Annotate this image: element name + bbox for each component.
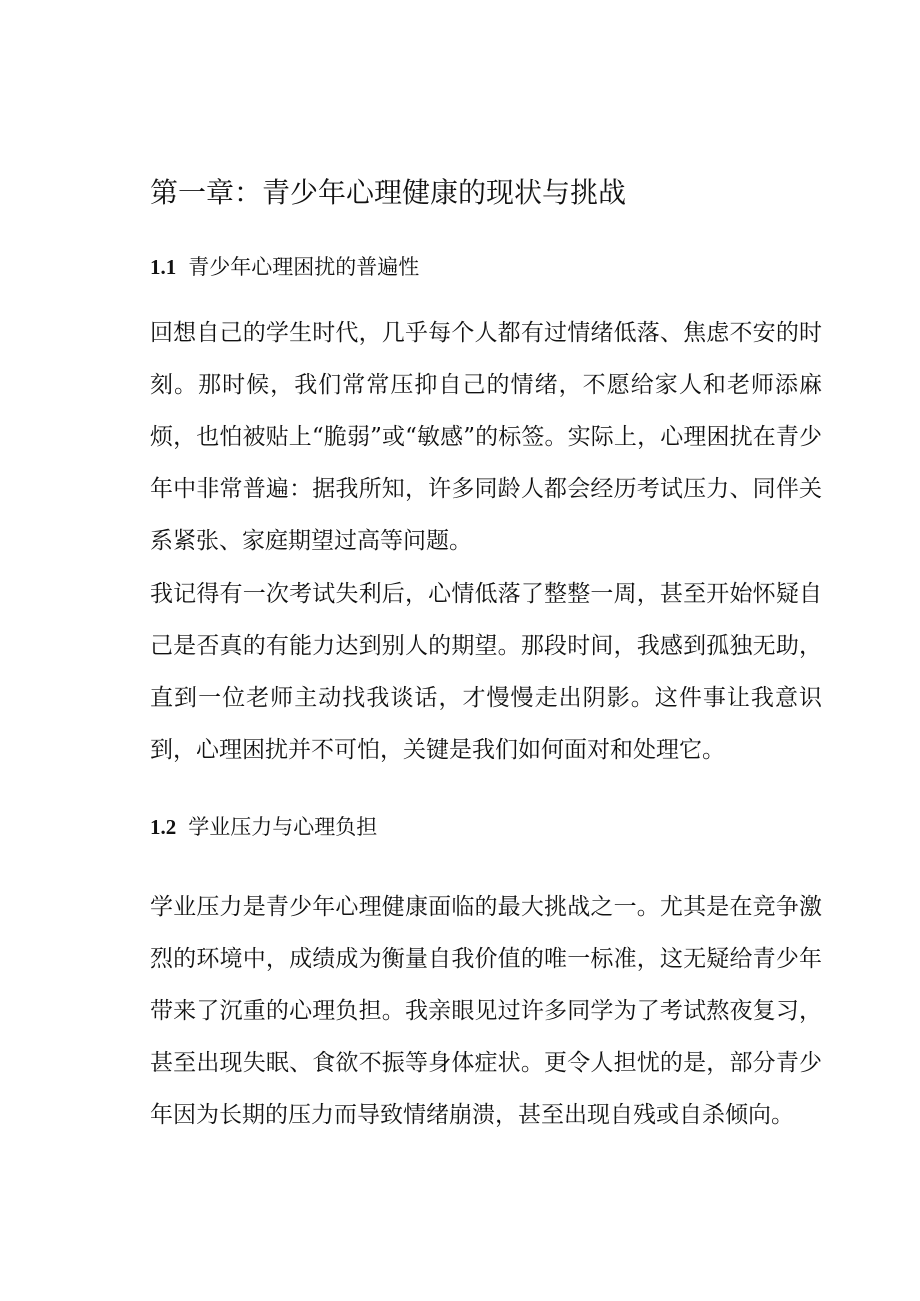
paragraph: 学业压力是青少年心理健康面临的最大挑战之一。尤其是在竞争激烈的环境中，成绩成为衡量自我价值的唯一标准，这无疑给青少年带来了沉重的心理负担。我亲眼见过许多同学为了考试熬夜复习，甚至出现失眠、食欲不振等身体症状。更令人担忧的是，部分青少年因为长期的压力而导致情绪崩溃，甚至出现自残或自杀倾向。 [150,894,822,1128]
chapter-title: 第一章：青少年心理健康的现状与挑战 [150,176,627,209]
section-heading-1-1 [150,252,830,282]
paragraph: 我记得有一次考试失利后，心情低落了整整一周，甚至开始怀疑自己是否真的有能力达到别人的期望。那段时间，我感到孤独无助，直到一位老师主动找我谈话，才慢慢走出阴影。这件事让我意识到，心理困扰并不可怕，关键是我们如何面对和处理它。 [150,581,822,763]
section-title-text: 学业压力与心理负担 [188,815,378,839]
section-title-text: 青少年心理困扰的普遍性 [188,255,420,279]
section-number: 1.2 [150,815,177,839]
section-heading-1-2 [150,812,830,842]
section-number: 1.1 [150,255,177,279]
paragraph: 回想自己的学生时代，几乎每个人都有过情绪低落、焦虑不安的时刻。那时候，我们常常压抑自己的情绪，不愿给家人和老师添麻烦，也怕被贴上“脆弱”或“敏感”的标签。实际上，心理困扰在青少年中非常普遍：据我所知，许多同龄人都会经历考试压力、同伴关系紧张、家庭期望过高等问题。 [150,320,822,554]
